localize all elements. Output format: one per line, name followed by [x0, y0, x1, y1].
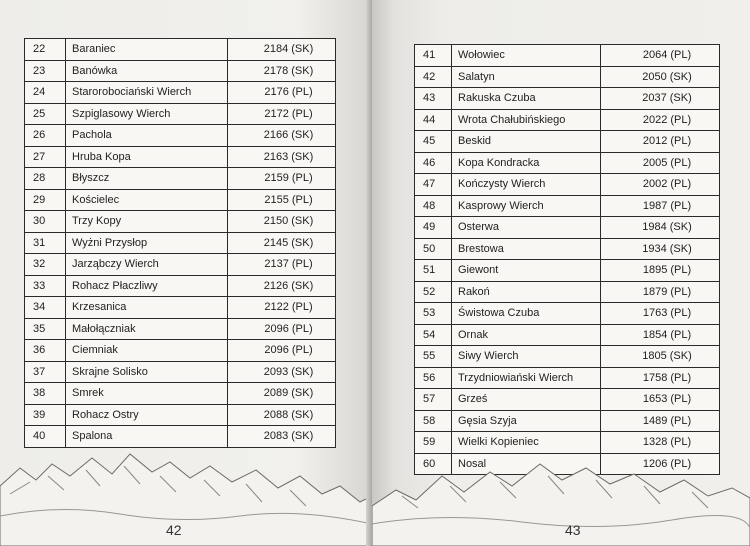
peak-height: 2083 (SK): [228, 426, 336, 448]
table-row: [25, 383, 336, 405]
peak-number: 38: [25, 383, 66, 405]
peak-number: 59: [415, 432, 452, 454]
peak-number: 54: [415, 324, 452, 346]
table-row: [415, 174, 720, 196]
peak-height: 2096 (PL): [228, 340, 336, 362]
peak-number: 28: [25, 168, 66, 190]
peak-height: 2178 (SK): [228, 60, 336, 82]
peak-name: Kasprowy Wierch: [452, 195, 601, 217]
peak-height: 1879 (PL): [601, 281, 720, 303]
table-row: [25, 82, 336, 104]
peaks-table-left: [24, 38, 336, 448]
peak-height: 1854 (PL): [601, 324, 720, 346]
table-row: [415, 410, 720, 432]
peak-number: 26: [25, 125, 66, 147]
peak-name: Świstowa Czuba: [452, 303, 601, 325]
peak-height: 1489 (PL): [601, 410, 720, 432]
peak-number: 36: [25, 340, 66, 362]
page-number-left: 42: [166, 522, 182, 538]
peak-name: Smrek: [66, 383, 228, 405]
peak-name: Rohacz Płaczliwy: [66, 275, 228, 297]
table-row: [25, 275, 336, 297]
table-row: [415, 260, 720, 282]
peak-number: 33: [25, 275, 66, 297]
peak-height: 1934 (SK): [601, 238, 720, 260]
peak-height: 1984 (SK): [601, 217, 720, 239]
peaks-table-right: [414, 44, 720, 475]
peak-height: 2089 (SK): [228, 383, 336, 405]
peak-name: Skrajne Solisko: [66, 361, 228, 383]
peak-name: Nosal: [452, 453, 601, 475]
mountain-illustration-left: [0, 446, 372, 546]
table-row: [415, 88, 720, 110]
peak-number: 47: [415, 174, 452, 196]
peak-number: 52: [415, 281, 452, 303]
table-row: [415, 324, 720, 346]
peak-name: Wielki Kopieniec: [452, 432, 601, 454]
peak-number: 29: [25, 189, 66, 211]
peak-number: 60: [415, 453, 452, 475]
table-row: [25, 168, 336, 190]
peak-name: Osterwa: [452, 217, 601, 239]
peak-number: 34: [25, 297, 66, 319]
peak-name: Kończysty Wierch: [452, 174, 601, 196]
peak-height: 1653 (PL): [601, 389, 720, 411]
peak-name: Siwy Wierch: [452, 346, 601, 368]
peak-height: 2137 (PL): [228, 254, 336, 276]
peak-height: 2172 (PL): [228, 103, 336, 125]
peak-height: 2037 (SK): [601, 88, 720, 110]
table-row: [25, 426, 336, 448]
table-row: [415, 238, 720, 260]
table-row: [415, 281, 720, 303]
table-row: [415, 389, 720, 411]
peak-height: 1805 (SK): [601, 346, 720, 368]
peak-name: Ornak: [452, 324, 601, 346]
peak-number: 45: [415, 131, 452, 153]
table-row: [415, 195, 720, 217]
peak-height: 1206 (PL): [601, 453, 720, 475]
peak-height: 2166 (SK): [228, 125, 336, 147]
peak-name: Kościelec: [66, 189, 228, 211]
table-row: [25, 146, 336, 168]
peak-name: Rakoń: [452, 281, 601, 303]
table-row: [25, 404, 336, 426]
peak-name: Grześ: [452, 389, 601, 411]
peak-name: Krzesanica: [66, 297, 228, 319]
peak-name: Małołączniak: [66, 318, 228, 340]
page-number-right: 43: [565, 522, 581, 538]
peak-name: Salatyn: [452, 66, 601, 88]
table-row: [415, 131, 720, 153]
peak-height: 2050 (SK): [601, 66, 720, 88]
table-row: [415, 66, 720, 88]
peak-number: 49: [415, 217, 452, 239]
peak-name: Błyszcz: [66, 168, 228, 190]
peak-height: 2184 (SK): [228, 39, 336, 61]
peak-height: 2096 (PL): [228, 318, 336, 340]
peak-name: Giewont: [452, 260, 601, 282]
peak-name: Ciemniak: [66, 340, 228, 362]
table-row: [25, 39, 336, 61]
peak-height: 1758 (PL): [601, 367, 720, 389]
peak-height: 2145 (SK): [228, 232, 336, 254]
left-page: [0, 0, 372, 546]
peak-number: 42: [415, 66, 452, 88]
mountain-illustration-right: [372, 446, 750, 546]
peak-number: 40: [25, 426, 66, 448]
peak-name: Spalona: [66, 426, 228, 448]
table-row: [25, 254, 336, 276]
table-row: [25, 297, 336, 319]
peak-number: 46: [415, 152, 452, 174]
peak-name: Gęsia Szyja: [452, 410, 601, 432]
peak-name: Rakuska Czuba: [452, 88, 601, 110]
table-row: [25, 103, 336, 125]
peak-height: 1895 (PL): [601, 260, 720, 282]
peak-number: 41: [415, 45, 452, 67]
peak-number: 31: [25, 232, 66, 254]
peak-number: 50: [415, 238, 452, 260]
peak-number: 22: [25, 39, 66, 61]
peak-name: Trzy Kopy: [66, 211, 228, 233]
table-row: [415, 45, 720, 67]
table-row: [415, 346, 720, 368]
table-row: [415, 152, 720, 174]
peak-name: Szpiglasowy Wierch: [66, 103, 228, 125]
table-row: [25, 232, 336, 254]
peak-number: 51: [415, 260, 452, 282]
peak-number: 23: [25, 60, 66, 82]
peak-height: 2150 (SK): [228, 211, 336, 233]
peak-height: 2022 (PL): [601, 109, 720, 131]
peak-height: 2159 (PL): [228, 168, 336, 190]
peak-number: 37: [25, 361, 66, 383]
peak-height: 2126 (SK): [228, 275, 336, 297]
peak-number: 55: [415, 346, 452, 368]
peak-number: 53: [415, 303, 452, 325]
peak-height: 2005 (PL): [601, 152, 720, 174]
peak-name: Wołowiec: [452, 45, 601, 67]
peak-number: 24: [25, 82, 66, 104]
table-row: [25, 60, 336, 82]
peak-number: 48: [415, 195, 452, 217]
table-row: [25, 211, 336, 233]
peak-name: Starorobociański Wierch: [66, 82, 228, 104]
right-page: [372, 0, 750, 546]
peak-name: Hruba Kopa: [66, 146, 228, 168]
table-row: [25, 361, 336, 383]
peak-name: Rohacz Ostry: [66, 404, 228, 426]
peak-name: Beskid: [452, 131, 601, 153]
peak-name: Wrota Chałubińskiego: [452, 109, 601, 131]
peak-number: 39: [25, 404, 66, 426]
table-row: [25, 189, 336, 211]
peak-name: Trzydniowiański Wierch: [452, 367, 601, 389]
table-row: [25, 125, 336, 147]
peak-name: Wyżni Przysłop: [66, 232, 228, 254]
peak-name: Baraniec: [66, 39, 228, 61]
peak-number: 43: [415, 88, 452, 110]
peak-number: 56: [415, 367, 452, 389]
peak-height: 1763 (PL): [601, 303, 720, 325]
peak-height: 2155 (PL): [228, 189, 336, 211]
peak-height: 2176 (PL): [228, 82, 336, 104]
table-row: [415, 109, 720, 131]
peak-name: Banówka: [66, 60, 228, 82]
peak-height: 2122 (PL): [228, 297, 336, 319]
peak-height: 1328 (PL): [601, 432, 720, 454]
peak-height: 2064 (PL): [601, 45, 720, 67]
peak-name: Jarząbczy Wierch: [66, 254, 228, 276]
peak-height: 1987 (PL): [601, 195, 720, 217]
peak-number: 27: [25, 146, 66, 168]
peak-number: 32: [25, 254, 66, 276]
table-row: [25, 318, 336, 340]
table-row: [415, 217, 720, 239]
peak-number: 30: [25, 211, 66, 233]
peak-number: 25: [25, 103, 66, 125]
peak-name: Brestowa: [452, 238, 601, 260]
peak-number: 58: [415, 410, 452, 432]
peak-number: 35: [25, 318, 66, 340]
peak-number: 57: [415, 389, 452, 411]
table-row: [415, 303, 720, 325]
peak-height: 2093 (SK): [228, 361, 336, 383]
peak-height: 2002 (PL): [601, 174, 720, 196]
peak-height: 2012 (PL): [601, 131, 720, 153]
peak-name: Kopa Kondracka: [452, 152, 601, 174]
peak-height: 2088 (SK): [228, 404, 336, 426]
table-row: [25, 340, 336, 362]
table-row: [415, 367, 720, 389]
peak-number: 44: [415, 109, 452, 131]
peak-name: Pachola: [66, 125, 228, 147]
peak-height: 2163 (SK): [228, 146, 336, 168]
